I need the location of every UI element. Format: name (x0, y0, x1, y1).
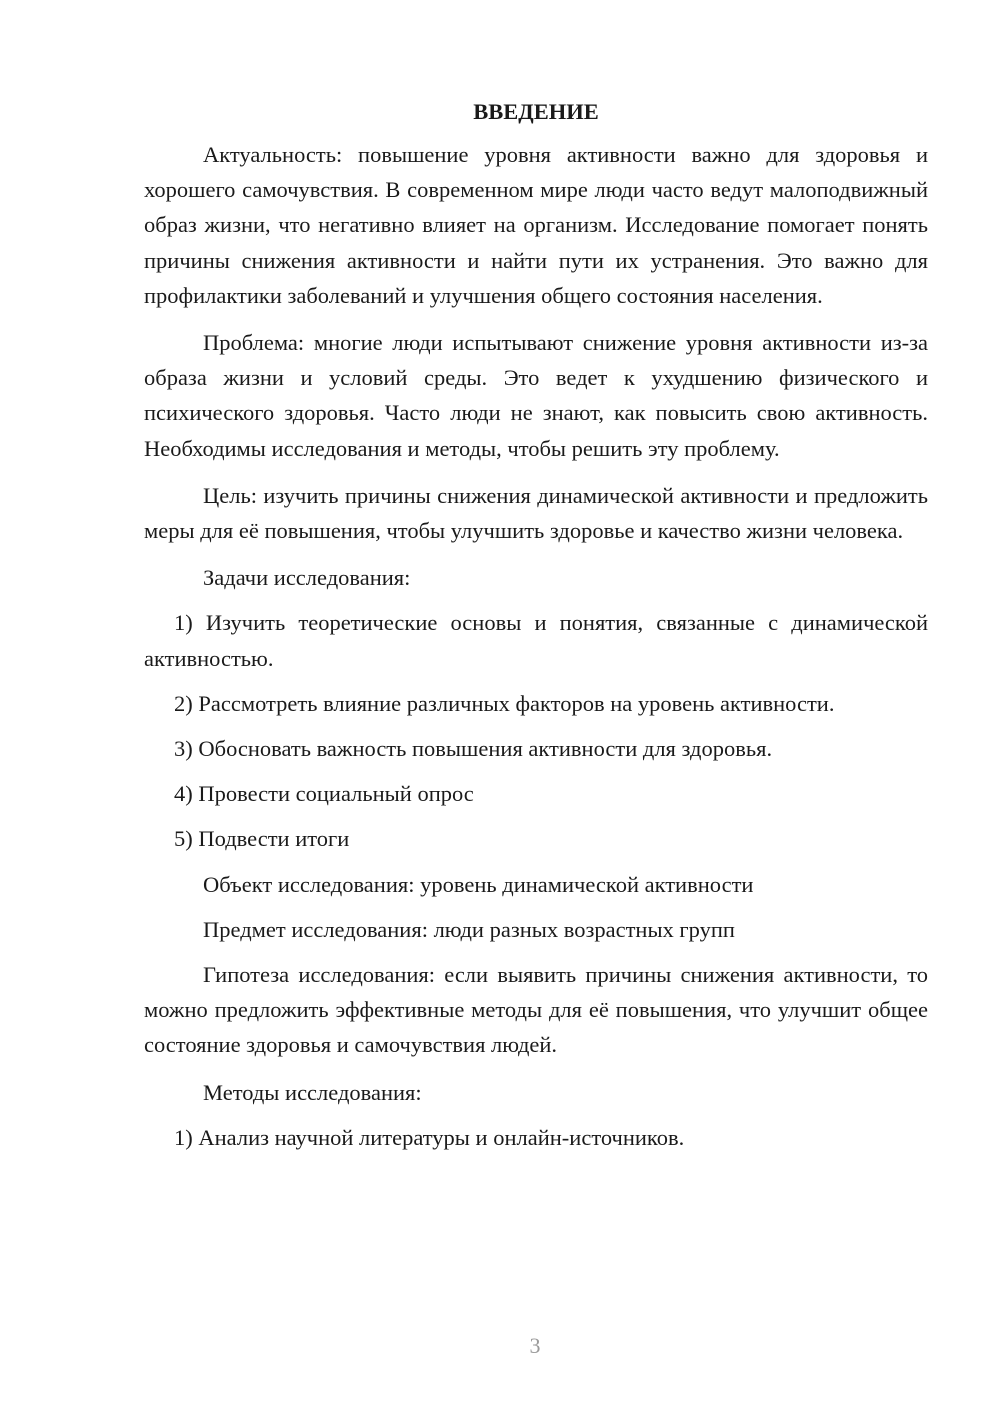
task-item-5: 5) Подвести итоги (174, 826, 350, 852)
task-item-3: 3) Обосновать важность повышения активности для здоровья. (174, 736, 773, 762)
relevance-paragraph: Актуальность: повышение уровня активности важно для здоровья и хорошего самочувствия. В современном мире люди часто ведут малоподвижный образ жизни, что негативно влияет на организм. Исследование помогает понять причины снижения активности и найти пути их устранения. Это важно для профилактики заболеваний и улучшения общего состояния населения. (144, 142, 928, 308)
goal-paragraph: Цель: изучить причины снижения динамической активности и предложить меры для её повышения, чтобы улучшить здоровье и качество жизни человека. (144, 482, 928, 544)
document-body (144, 94, 928, 1165)
section-title: ВВЕДЕНИЕ (473, 99, 599, 124)
tasks-heading: Задачи исследования: (203, 565, 411, 591)
hypothesis-paragraph: Гипотеза исследования: если выявить причины снижения активности, то можно предложить эффективные методы для её повышения, что улучшит общее состояние здоровья и самочувствия людей. (144, 962, 928, 1058)
subject-paragraph: Предмет исследования: люди разных возрастных групп (203, 916, 735, 942)
task-item-1: 1) Изучить теоретические основы и понятия, связанные с динамической активностью. (144, 610, 928, 671)
page-number: 3 (529, 1333, 541, 1358)
problem-paragraph: Проблема: многие люди испытывают снижение уровня активности из-за образа жизни и условий среды. Это ведет к ухудшению физического и психического здоровья. Часто люди не знают, как повысить свою активность. Необходимы исследования и методы, чтобы решить эту проблему. (144, 330, 928, 461)
methods-heading: Методы исследования: (203, 1079, 422, 1105)
task-item-2: 2) Рассмотреть влияние различных факторов на уровень активности. (174, 690, 835, 716)
object-paragraph: Объект исследования: уровень динамической активности (203, 871, 754, 897)
method-item-1: 1) Анализ научной литературы и онлайн-источников. (174, 1124, 685, 1150)
task-item-4: 4) Провести социальный опрос (174, 781, 474, 807)
